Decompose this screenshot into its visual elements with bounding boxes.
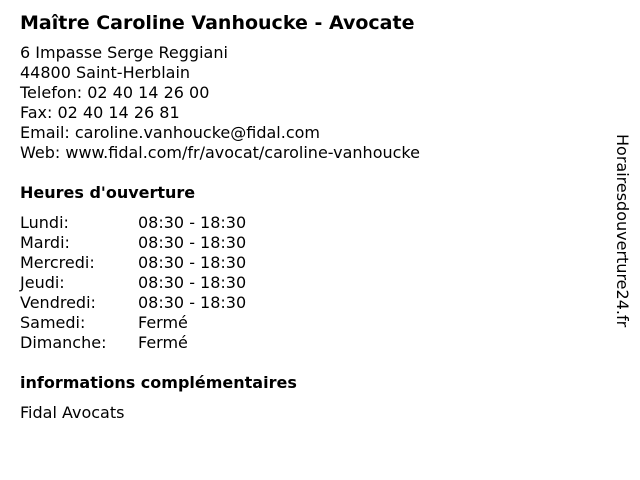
website-link[interactable]: Web: www.fidal.com/fr/avocat/caroline-vanhoucke xyxy=(20,143,420,162)
time-value: 08:30 - 18:30 xyxy=(138,213,247,232)
time-value: 08:30 - 18:30 xyxy=(138,273,247,292)
day-label: Lundi: xyxy=(20,213,69,232)
city-address: 44800 Saint-Herblain xyxy=(20,63,191,82)
day-label: Samedi: xyxy=(20,313,86,332)
time-value: Fermé xyxy=(138,313,188,332)
site-watermark: Horairesdouverture24.fr xyxy=(613,134,632,328)
additional-info-text: Fidal Avocats xyxy=(20,403,125,422)
day-label: Vendredi: xyxy=(20,293,96,312)
time-value: Fermé xyxy=(138,333,188,352)
phone-number: Telefon: 02 40 14 26 00 xyxy=(20,83,210,102)
additional-info-heading: informations complémentaires xyxy=(20,373,297,392)
time-value: 08:30 - 18:30 xyxy=(138,233,247,252)
time-value: 08:30 - 18:30 xyxy=(138,293,247,312)
day-label: Jeudi: xyxy=(20,273,65,292)
page-title: Maître Caroline Vanhoucke - Avocate xyxy=(20,12,415,34)
time-value: 08:30 - 18:30 xyxy=(138,253,247,272)
day-label: Mardi: xyxy=(20,233,70,252)
email-address: Email: caroline.vanhoucke@fidal.com xyxy=(20,123,321,142)
fax-number: Fax: 02 40 14 26 81 xyxy=(20,103,180,122)
day-label: Dimanche: xyxy=(20,333,107,352)
contact-block xyxy=(20,43,420,163)
day-label: Mercredi: xyxy=(20,253,95,272)
street-address: 6 Impasse Serge Reggiani xyxy=(20,43,228,62)
opening-hours-heading: Heures d'ouverture xyxy=(20,183,196,202)
